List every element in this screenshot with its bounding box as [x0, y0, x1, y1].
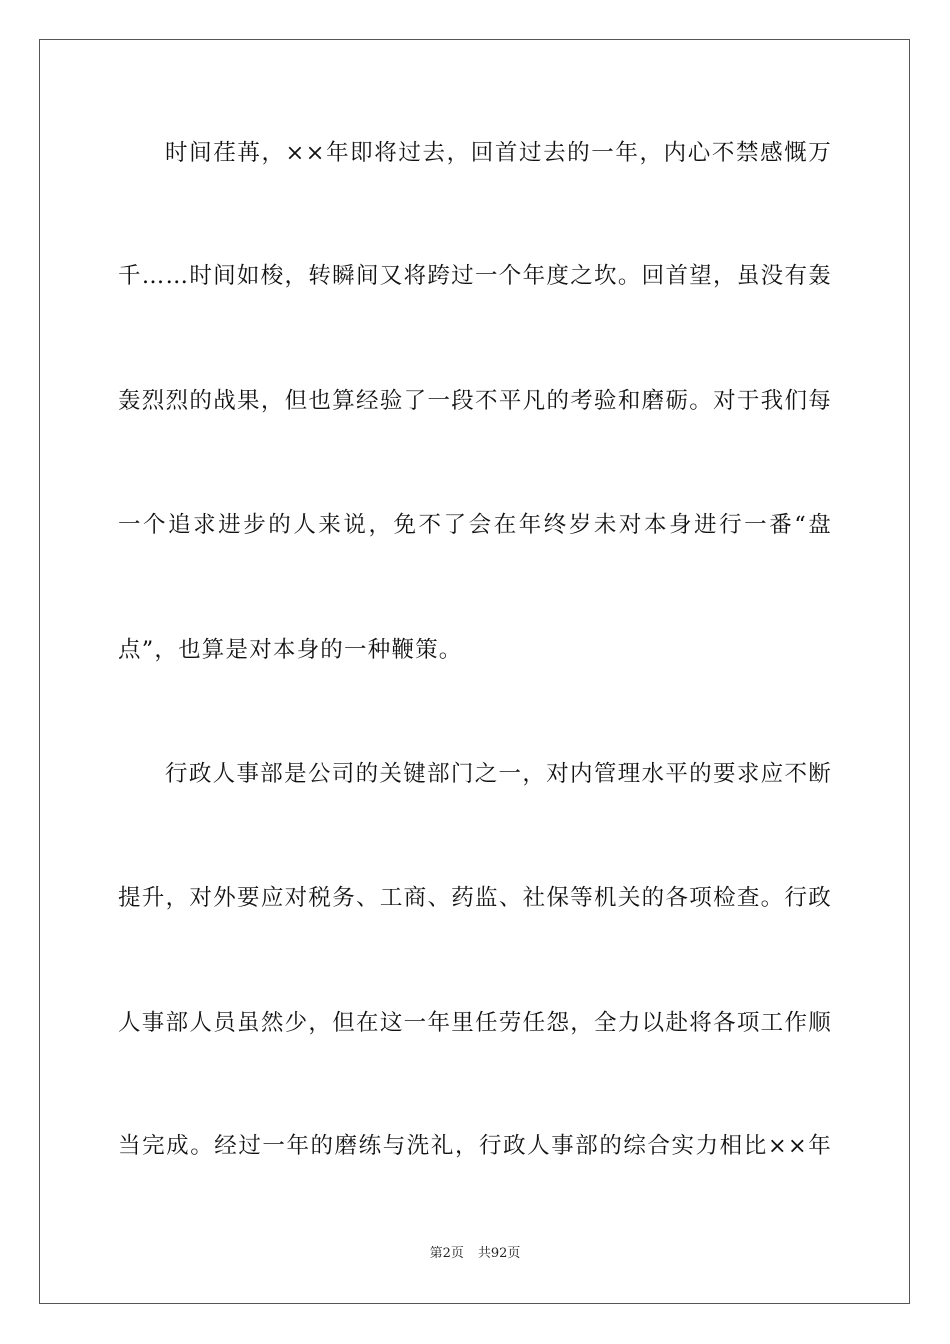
paragraph-1-line-2: 千……时间如梭，转瞬间又将跨过一个年度之坎。回首望，虽没有轰 [118, 263, 832, 289]
paragraph-1-line-5: 点”，也算是对本身的一种鞭策。 [118, 637, 463, 663]
page-footer [0, 1245, 950, 1263]
paragraph-2-line-2: 提升，对外要应对税务、工商、药监、社保等机关的各项检查。行政 [118, 885, 832, 911]
paragraph-2-line-1: 行政人事部是公司的关键部门之一，对内管理水平的要求应不断 [165, 761, 832, 787]
page-total: 共92页 [477, 1246, 521, 1261]
paragraph-1-line-3: 轰烈烈的战果，但也算经验了一段不平凡的考验和磨砺。对于我们每 [118, 388, 832, 414]
paragraph-2-line-3: 人事部人员虽然少，但在这一年里任劳任怨，全力以赴将各项工作顺 [118, 1010, 832, 1036]
paragraph-1-line-1: 时间荏苒，××年即将过去，回首过去的一年，内心不禁感慨万 [165, 140, 832, 166]
page-frame [39, 39, 910, 1304]
paragraph-1-line-4: 一个追求进步的人来说，免不了会在年终岁未对本身进行一番“盘 [118, 512, 832, 538]
paragraph-2-line-4: 当完成。经过一年的磨练与洗礼，行政人事部的综合实力相比××年 [118, 1133, 832, 1159]
page-number: 第2页 [429, 1246, 464, 1261]
